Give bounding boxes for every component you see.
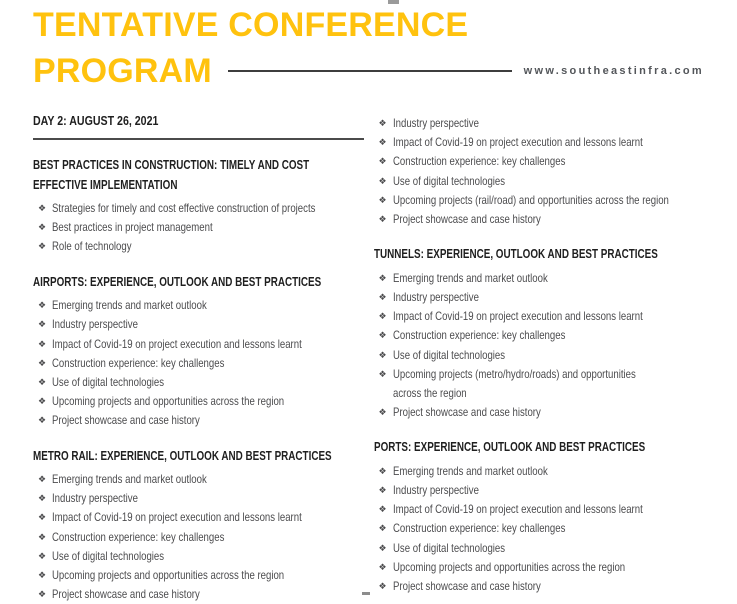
diamond-bullet-icon: ❖ [378,156,387,167]
agenda-list-continuation [374,114,705,229]
diamond-bullet-icon: ❖ [378,407,387,418]
diamond-bullet-icon: ❖ [378,368,387,379]
diamond-bullet-icon: ❖ [38,493,47,504]
agenda-item: ❖ Best practices in project management [33,218,364,237]
diamond-bullet-icon: ❖ [38,338,47,349]
agenda-item: ❖ Emerging trends and market outlook [374,269,705,288]
agenda-item: ❖ Impact of Covid-19 on project execution and lessons learnt [374,307,705,326]
diamond-bullet-icon: ❖ [378,523,387,534]
agenda-item: ❖ Construction experience: key challenges [374,152,705,171]
agenda-item: ❖ Use of digital technologies [33,547,364,566]
diamond-bullet-icon: ❖ [378,194,387,205]
right-column [374,112,705,604]
day-header-underline [33,138,364,140]
diamond-bullet-icon: ❖ [378,330,387,341]
agenda-item: ❖ Construction experience: key challenges [33,528,364,547]
agenda-item: ❖ Emerging trends and market outlook [374,462,705,481]
section-metro-rail [33,447,364,604]
agenda-item: ❖ Use of digital technologies [33,373,364,392]
diamond-bullet-icon: ❖ [38,550,47,561]
diamond-bullet-icon: ❖ [38,241,47,252]
agenda-item: ❖ Construction experience: key challenges [374,519,705,538]
agenda-item: ❖ Use of digital technologies [374,346,705,365]
page-title-line2: PROGRAM [33,52,212,90]
diamond-bullet-icon: ❖ [378,504,387,515]
agenda-item: ❖ Industry perspective [374,481,705,500]
agenda-list [33,470,364,604]
agenda-item: ❖ Upcoming projects and opportunities across the region [33,392,364,411]
agenda-item: ❖ Upcoming projects and opportunities across the region [374,558,705,577]
diamond-bullet-icon: ❖ [378,465,387,476]
agenda-item: ❖ Role of technology [33,237,364,256]
agenda-item: ❖ Strategies for timely and cost effective construction of projects [33,199,364,218]
day-header-block [33,112,364,140]
diamond-bullet-icon: ❖ [38,531,47,542]
agenda-item: ❖ Use of digital technologies [374,539,705,558]
agenda-item: ❖ Impact of Covid-19 on project execution and lessons learnt [33,508,364,527]
diamond-bullet-icon: ❖ [378,542,387,553]
agenda-item: ❖ Impact of Covid-19 on project execution and lessons learnt [33,335,364,354]
agenda-item-continuation-line: across the region [392,385,467,400]
section-title: PORTS: EXPERIENCE, OUTLOOK AND BEST PRACTICES [373,440,645,455]
day-header: DAY 2: AUGUST 26, 2021 [33,114,159,128]
section-title: EFFECTIVE IMPLEMENTATION [33,177,178,192]
diamond-bullet-icon: ❖ [38,474,47,485]
agenda-list [374,269,705,423]
section-title: METRO RAIL: EXPERIENCE, OUTLOOK AND BEST PRACTICES [33,448,332,463]
diamond-bullet-icon: ❖ [378,291,387,302]
two-column-layout [33,112,704,604]
page-crop-artifact-top [388,0,399,4]
diamond-bullet-icon: ❖ [38,396,47,407]
page-crop-artifact-bottom [362,592,370,595]
agenda-item: ❖ Upcoming projects (rail/road) and opportunities across the region [374,191,705,210]
agenda-item: ❖ Industry perspective [33,489,364,508]
agenda-item: ❖ Emerging trends and market outlook [33,470,364,489]
agenda-item: ❖ Project showcase and case history [374,577,705,596]
diamond-bullet-icon: ❖ [38,357,47,368]
header-divider-line [228,70,512,72]
diamond-bullet-icon: ❖ [38,300,47,311]
section-best-practices-construction [33,156,364,257]
diamond-bullet-icon: ❖ [38,512,47,523]
diamond-bullet-icon: ❖ [378,349,387,360]
agenda-item: ❖ Project showcase and case history [33,411,364,430]
diamond-bullet-icon: ❖ [38,589,47,600]
section-title: AIRPORTS: EXPERIENCE, OUTLOOK AND BEST PRACTICES [33,274,322,289]
agenda-item: ❖ Upcoming projects (metro/hydro/roads) and opportunities [374,365,705,384]
program-header [33,2,704,94]
diamond-bullet-icon: ❖ [378,561,387,572]
diamond-bullet-icon: ❖ [378,175,387,186]
diamond-bullet-icon: ❖ [38,570,47,581]
diamond-bullet-icon: ❖ [378,311,387,322]
agenda-list [33,199,364,257]
agenda-item: ❖ Impact of Covid-19 on project execution and lessons learnt [374,133,705,152]
left-column [33,112,364,604]
page-title-row [33,48,704,94]
diamond-bullet-icon: ❖ [378,214,387,225]
diamond-bullet-icon: ❖ [378,485,387,496]
diamond-bullet-icon: ❖ [378,581,387,592]
agenda-item: ❖ Project showcase and case history [374,403,705,422]
agenda-item: ❖ Emerging trends and market outlook [33,296,364,315]
agenda-item: ❖ Construction experience: key challenges [33,354,364,373]
agenda-item: ❖ Impact of Covid-19 on project execution and lessons learnt [374,500,705,519]
section-airports [33,273,364,431]
section-title: BEST PRACTICES IN CONSTRUCTION: TIMELY AND COST [33,158,310,172]
agenda-item: ❖ Industry perspective [374,114,705,133]
diamond-bullet-icon: ❖ [378,137,387,148]
diamond-bullet-icon: ❖ [378,118,387,128]
agenda-item: ❖ Use of digital technologies [374,172,705,191]
diamond-bullet-icon: ❖ [378,272,387,283]
diamond-bullet-icon: ❖ [38,376,47,387]
agenda-item: ❖ Industry perspective [33,315,364,334]
agenda-item: ❖ Project showcase and case history [374,210,705,229]
diamond-bullet-icon: ❖ [38,203,47,213]
agenda-list [33,296,364,430]
agenda-item: ❖ Project showcase and case history [33,585,364,604]
page-title-line1: TENTATIVE CONFERENCE [33,6,469,44]
agenda-item: ❖ Construction experience: key challenges [374,326,705,345]
section-ports [374,438,705,596]
diamond-bullet-icon: ❖ [38,319,47,330]
agenda-list [374,462,705,596]
diamond-bullet-icon: ❖ [38,415,47,426]
diamond-bullet-icon: ❖ [38,222,47,233]
agenda-item: ❖ Industry perspective [374,288,705,307]
website-url[interactable]: www.southeastinfra.com [523,65,704,77]
section-tunnels [374,245,705,422]
section-title: TUNNELS: EXPERIENCE, OUTLOOK AND BEST PRACTICES [373,247,658,262]
agenda-item: ❖ Upcoming projects and opportunities across the region [33,566,364,585]
